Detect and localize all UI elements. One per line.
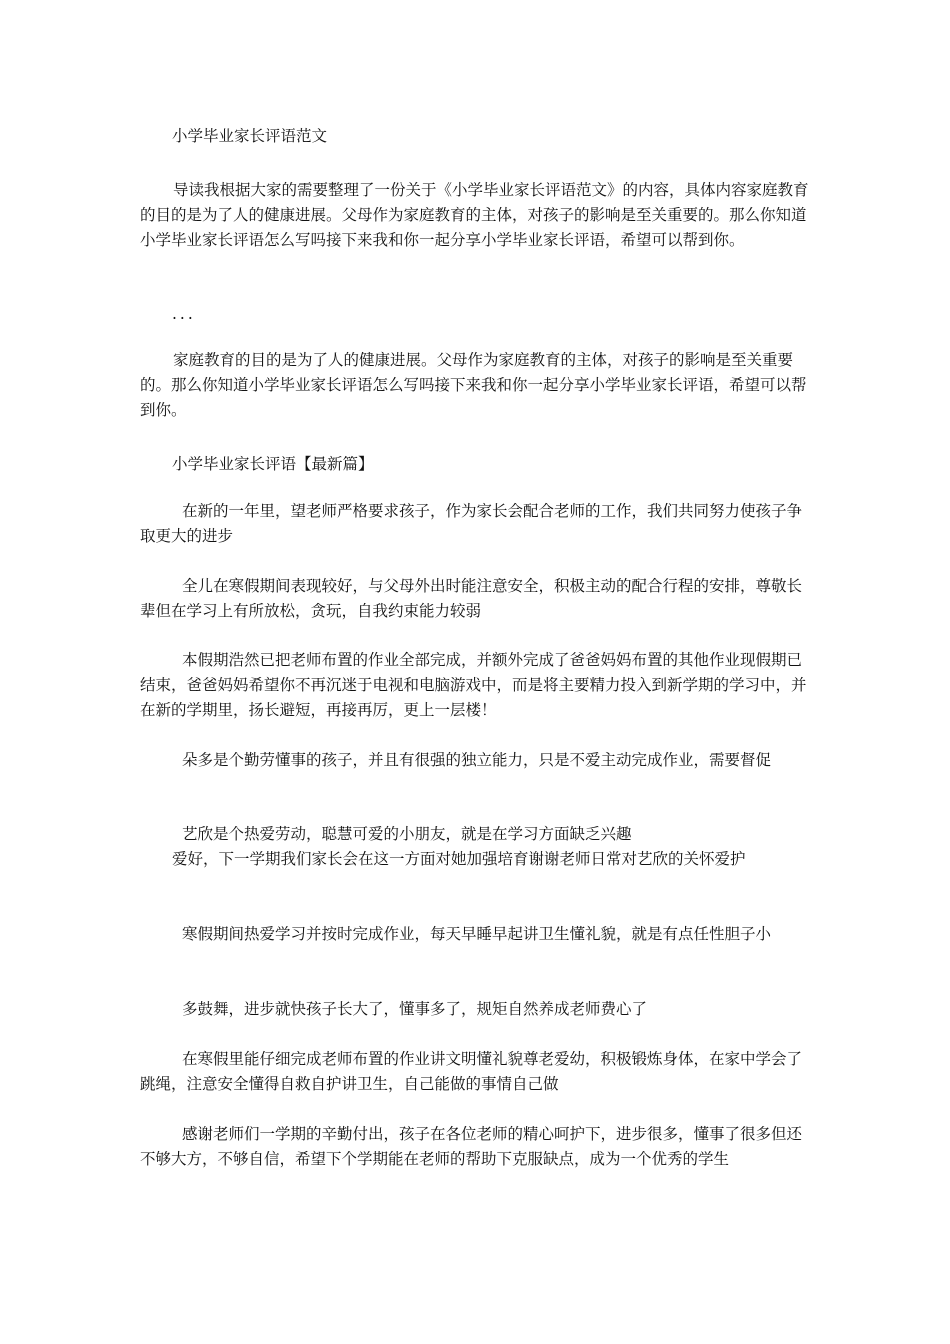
intro-paragraph: 导读我根据大家的需要整理了一份关于《小学毕业家长评语范文》的内容，具体内容家庭教育的目的是为了人的健康进展。父母作为家庭教育的主体，对孩子的影响是至关重要的。那么你知道小学毕业家长评语怎么写吗接下来我和你一起分享小学毕业家长评语，希望可以帮到你。 (140, 181, 809, 249)
comment-paragraph: 艺欣是个热爱劳动，聪慧可爱的小朋友，就是在学习方面缺乏兴趣 (182, 825, 632, 843)
comment-paragraph: 朵多是个勤劳懂事的孩子，并且有很强的独立能力，只是不爱主动完成作业，需要督促 (182, 751, 772, 769)
section-heading: 小学毕业家长评语【最新篇】 (172, 455, 374, 473)
ellipsis-separator: ... (172, 305, 196, 323)
document-title: 小学毕业家长评语范文 (172, 127, 328, 145)
comment-paragraph: 爱好，下一学期我们家长会在这一方面对她加强培育谢谢老师日常对艺欣的关怀爱护 (172, 850, 746, 868)
comment-paragraph: 全儿在寒假期间表现较好，与父母外出时能注意安全，积极主动的配合行程的安排，尊敬长辈但在学习上有所放松，贪玩，自我约束能力较弱 (140, 577, 803, 620)
comment-paragraph: 多鼓舞，进步就快孩子长大了，懂事多了，规矩自然养成老师费心了 (182, 1000, 648, 1018)
comment-paragraph: 在新的一年里，望老师严格要求孩子，作为家长会配合老师的工作，我们共同努力使孩子争取更大的进步 (140, 502, 803, 545)
comment-paragraph: 在寒假里能仔细完成老师布置的作业讲文明懂礼貌尊老爱幼，积极锻炼身体，在家中学会了跳绳，注意安全懂得自救自护讲卫生，自己能做的事情自己做 (140, 1050, 803, 1093)
repeat-paragraph: 家庭教育的目的是为了人的健康进展。父母作为家庭教育的主体，对孩子的影响是至关重要的。那么你知道小学毕业家长评语怎么写吗接下来我和你一起分享小学毕业家长评语，希望可以帮到你。 (140, 351, 807, 419)
comment-paragraph: 本假期浩然已把老师布置的作业全部完成，并额外完成了爸爸妈妈布置的其他作业现假期已结束，爸爸妈妈希望你不再沉迷于电视和电脑游戏中，而是将主要精力投入到新学期的学习中，并在新的学期里，扬长避短，再接再厉，更上一层楼！ (140, 651, 807, 719)
comment-paragraph: 感谢老师们一学期的辛勤付出，孩子在各位老师的精心呵护下，进步很多，懂事了很多但还不够大方，不够自信，希望下个学期能在老师的帮助下克服缺点，成为一个优秀的学生 (140, 1125, 803, 1168)
comment-paragraph: 寒假期间热爱学习并按时完成作业，每天早睡早起讲卫生懂礼貌，就是有点任性胆子小 (182, 925, 772, 943)
